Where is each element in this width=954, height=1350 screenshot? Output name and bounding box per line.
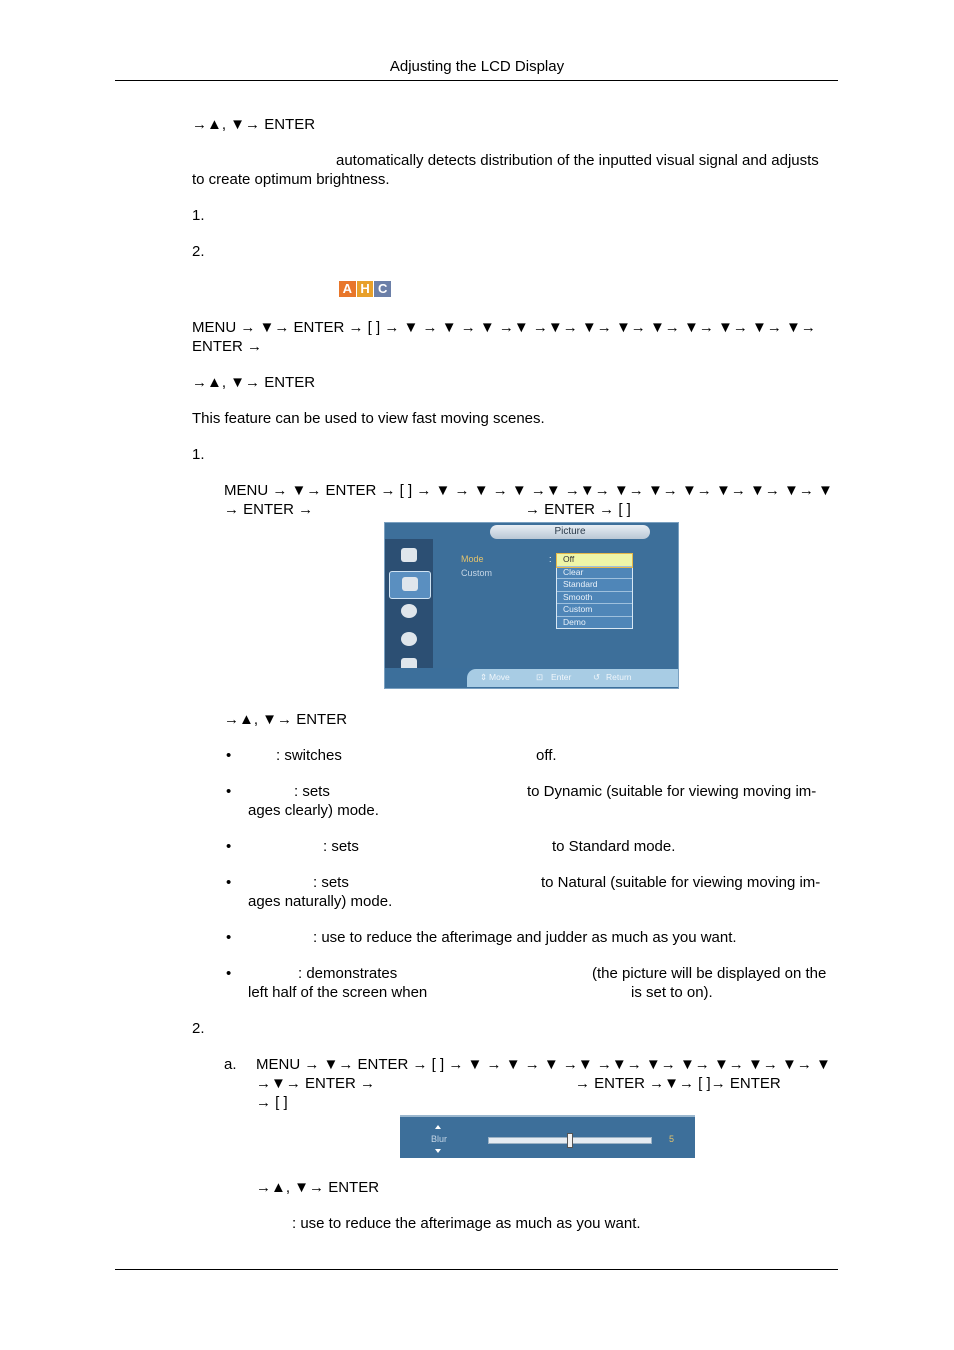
return-icon: ↺ (593, 672, 601, 682)
menu-path: → ENTER →▼→ [ ]→ ENTER (575, 1075, 781, 1092)
osd-label-mode[interactable]: Mode (461, 554, 484, 564)
paragraph-line: to create optimum brightness. (192, 171, 390, 188)
bullet-text: : switches (276, 747, 342, 764)
menu-path: → ENTER → [ ] (525, 501, 631, 518)
paragraph-line: This feature can be used to view fast moving scenes. (192, 410, 545, 427)
menu-path: → ENTER → (224, 501, 314, 518)
header-rule (115, 80, 838, 81)
ahc-letter: A (339, 281, 356, 297)
bullet-text: (the picture will be displayed on the (592, 965, 827, 982)
nav-step: →▲, ▼→ ENTER (224, 711, 348, 728)
up-arrow-icon[interactable] (435, 1125, 441, 1129)
bullet-dot: • (226, 747, 232, 764)
bullet-text: : sets (313, 874, 349, 891)
osd-option[interactable]: Custom (557, 604, 632, 617)
blur-value: 5 (669, 1134, 675, 1144)
osd-mode-dropdown[interactable] (556, 553, 633, 629)
blur-slider-osd (400, 1115, 695, 1158)
bullet-text: left half of the screen when (248, 984, 428, 1001)
input-icon[interactable] (389, 543, 429, 569)
enter-icon: ⊡ (536, 672, 544, 682)
setup-gear-icon[interactable] (389, 627, 429, 653)
sound-icon[interactable] (389, 599, 429, 625)
osd-option[interactable]: Smooth (557, 592, 632, 605)
ahc-letter: C (374, 281, 391, 297)
bullet-text: off. (536, 747, 557, 764)
osd-sidebar (385, 539, 433, 676)
osd-colon: : (549, 554, 552, 564)
nav-step: →▲, ▼→ ENTER (192, 374, 316, 391)
osd-hint-bar (385, 668, 678, 688)
menu-path: MENU → ▼→ ENTER → [ ] → ▼ → ▼ → ▼ →▼ →▼→ ▼→ ▼→ ▼→ ▼→ ▼→ ▼→ ▼ (224, 482, 833, 499)
bullet-dot: • (226, 965, 232, 982)
menu-path: MENU → ▼→ ENTER → [ ] → ▼ → ▼ → ▼ →▼ →▼→ ▼→ ▼→ ▼→ ▼→ ▼→ ▼ (256, 1056, 831, 1073)
list-number: 1. (192, 207, 205, 224)
osd-option[interactable]: Demo (563, 616, 586, 627)
blur-label: Blur (431, 1134, 448, 1144)
osd-option[interactable]: Clear (557, 567, 632, 580)
menu-path: → [ ] (256, 1094, 288, 1111)
bullet-text: to Dynamic (suitable for viewing moving im- (527, 783, 817, 800)
list-number: 2. (192, 1020, 205, 1037)
list-number: 1. (192, 446, 205, 463)
bullet-text: ages naturally) mode. (248, 893, 393, 910)
nav-step: →▲, ▼→ ENTER (256, 1179, 380, 1196)
footer-rule (115, 1269, 838, 1270)
bullet-text: to Standard mode. (552, 838, 676, 855)
bullet-dot: • (226, 838, 232, 855)
paragraph-line: automatically detects distribution of the inputted visual signal and adjusts (336, 152, 819, 169)
bullet-text: is set to on). (631, 984, 713, 1001)
menu-path: →▼→ ENTER → (256, 1075, 376, 1092)
osd-hint-return: Return (606, 672, 632, 682)
bullet-text: : sets (323, 838, 359, 855)
bullet-text: ages clearly) mode. (248, 802, 379, 819)
move-icon: ⇕ (480, 672, 488, 682)
picture-osd-menu (384, 522, 679, 689)
paragraph-line: : use to reduce the afterimage as much as you want. (292, 1215, 641, 1232)
page-header-title: Adjusting the LCD Display (389, 58, 565, 75)
bullet-dot: • (226, 874, 232, 891)
down-arrow-icon[interactable] (435, 1149, 441, 1153)
blur-slider-handle[interactable] (567, 1133, 573, 1148)
ahc-letter: H (357, 281, 374, 297)
nav-step: →▲, ▼→ ENTER (192, 116, 316, 133)
list-number: 2. (192, 243, 205, 260)
osd-label-custom[interactable]: Custom (461, 568, 493, 578)
menu-path: ENTER → (192, 338, 263, 355)
sublist-label: a. (224, 1056, 237, 1073)
osd-hint-move: Move (489, 672, 510, 682)
bullet-text: : use to reduce the afterimage and judder as much as you want. (313, 929, 737, 946)
picture-icon[interactable] (389, 571, 431, 599)
bullet-dot: • (226, 783, 232, 800)
menu-path: MENU → ▼→ ENTER → [ ] → ▼ → ▼ → ▼ →▼ →▼→ ▼→ ▼→ ▼→ ▼→ ▼→ ▼→ ▼→ (192, 319, 816, 336)
osd-option[interactable]: Off (557, 554, 632, 567)
bullet-text: : sets (294, 783, 330, 800)
osd-hint-enter: Enter (551, 672, 572, 682)
osd-option[interactable]: Standard (557, 579, 632, 592)
ahc-logo (339, 281, 391, 297)
osd-title: Picture (490, 525, 650, 539)
bullet-text: : demonstrates (298, 965, 398, 982)
bullet-text: to Natural (suitable for viewing moving im- (541, 874, 821, 891)
bullet-dot: • (226, 929, 232, 946)
